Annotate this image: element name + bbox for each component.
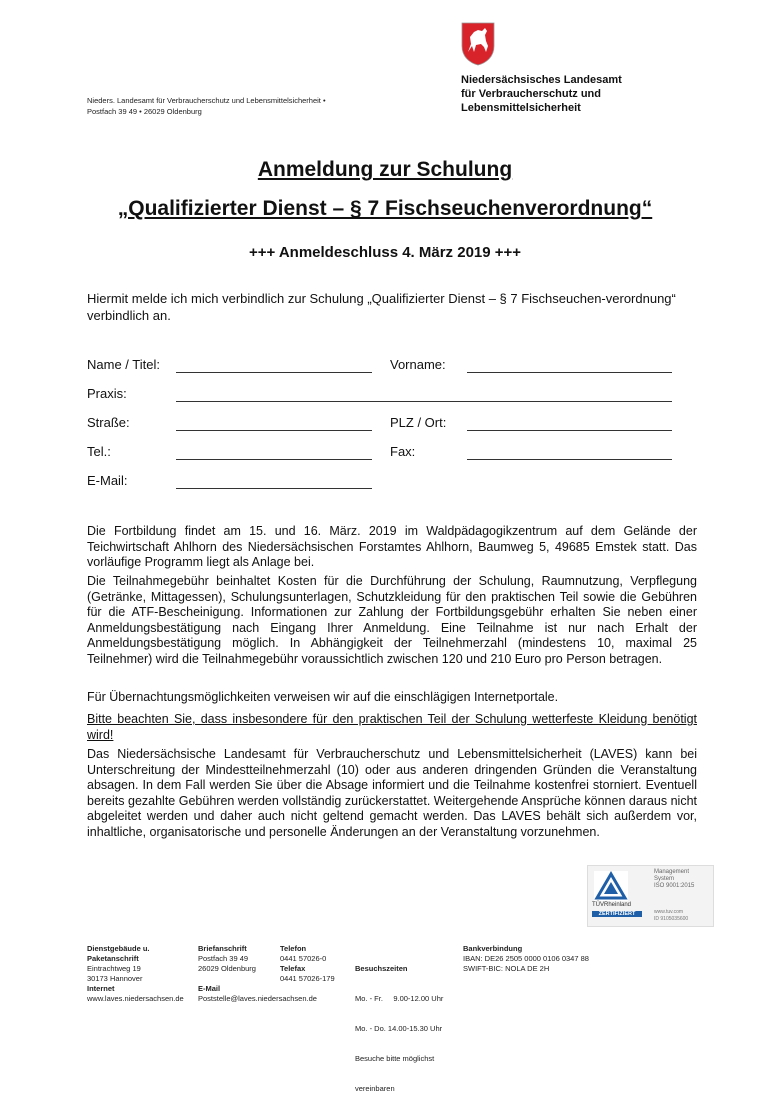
footer-text: 26029 Oldenburg (198, 964, 256, 973)
sender-line-2: Postfach 39 49 • 26029 Oldenburg (87, 107, 202, 116)
vorname-field[interactable] (467, 360, 672, 373)
sender-address (87, 95, 326, 117)
management-system-text (654, 869, 694, 890)
email-field[interactable] (176, 476, 372, 489)
footer-text: Eintrachtweg 19 (87, 964, 141, 973)
footer-text: Mo. - Fr. 9.00-12.00 Uhr (355, 994, 444, 1003)
email-label: E-Mail: (87, 473, 128, 488)
footer-text: Mo. - Do. 14.00-15.30 Uhr (355, 1024, 443, 1033)
intro-text: Hiermit melde ich mich verbindlich zur Schulung „Qualifizierter Dienst – § 7 Fischseuchen-verordnung“ verbindlich an. (87, 291, 676, 323)
agency-line-3: Lebensmittelsicherheit (461, 102, 581, 114)
cert-line-1: Management (654, 869, 690, 875)
tuv-zertifiziert: ZERTIFIZIERT (592, 911, 642, 917)
footer-col-phone (280, 944, 335, 984)
fax-field[interactable] (467, 447, 672, 460)
footer-heading: Internet (87, 984, 115, 993)
paragraph-fee: Die Teilnahmegebühr beinhaltet Kosten für die Durchführung der Schulung, Raumnutzung, Verpflegung (Getränke, Mittagessen), Schulungsunterlagen, Schutzkleidung für den praktischen Teil sowie die Gebühren für die ATF-Bescheinigung. Informationen zur Zahlung der Fortbildungsgebühr erhalten Sie neben einer Anmeldungsbestätigung nach Eingang Ihrer Anmeldung. Eine Teilnahme ist nur nach Erhalt der Anmeldungsbestätigung möglich. In Abhängigkeit der Teilnehmerzahl (mindestens 10, maximal 25 Teilnehmer) wird die Teilnahmegebühr voraussichtlich zwischen 120 und 210 Euro pro Person betragen. (87, 574, 697, 666)
footer-email-link[interactable]: Poststelle@laves.niedersachsen.de (198, 994, 317, 1003)
tel-label: Tel.: (87, 444, 111, 459)
footer-website-link[interactable]: www.laves.niedersachsen.de (87, 994, 184, 1003)
footer-text: Postfach 39 49 (198, 954, 249, 963)
footer-heading: Bankverbindung (463, 944, 523, 953)
footer-text: 0441 57026-179 (280, 974, 335, 983)
agency-name (461, 73, 622, 115)
paragraph-cancellation: Das Niedersächsische Landesamt für Verbraucherschutz und Lebensmittelsicherheit (LAVES) kann bei Unterschreitung der Mindestteilnehmerzahl (10) oder aus anderen dringenden Gründen die Veranstaltung absagen. In dem Fall werden Sie über die Absage informiert und die Teilnahme kostenfrei storniert. Eventuell bereits gezahlte Gebühren werden vollständig zurückerstattet. Weitergehende Ansprüche können daraus nicht abgeleitet werden und daher auch nicht geltend gemacht werden. Das LAVES behält sich außerdem vor, inhaltliche, organisatorische und personelle Änderungen an der Veranstaltung vorzunehmen. (87, 747, 697, 839)
footer-heading: Telefax (280, 964, 306, 973)
strasse-label: Straße: (87, 415, 130, 430)
cert-id-text (654, 909, 688, 923)
footer-text: Besuche bitte möglichst (355, 1054, 435, 1063)
plz-ort-field[interactable] (467, 418, 672, 431)
praxis-label: Praxis: (87, 386, 127, 401)
footer-heading: Paketanschrift (87, 954, 139, 963)
footer-heading: Briefanschrift (198, 944, 247, 953)
paragraph-clothing-notice: Bitte beachten Sie, dass insbesondere für den praktischen Teil der Schulung wetterfeste Kleidung benötigt wird! (87, 712, 697, 742)
tel-field[interactable] (176, 447, 372, 460)
sender-line-1: Nieders. Landesamt für Verbraucherschutz und Lebensmittelsicherheit • (87, 96, 326, 105)
footer-text: 30173 Hannover (87, 974, 143, 983)
tuv-brand: TÜVRheinland (592, 902, 632, 908)
agency-line-1: Niedersächsisches Landesamt (461, 74, 622, 86)
name-field[interactable] (176, 360, 372, 373)
footer-col-address (87, 944, 184, 1004)
footer-text: IBAN: DE26 2505 0000 0106 0347 88 (463, 954, 589, 963)
cert-url: www.tuv.com (654, 909, 684, 915)
footer-heading: E-Mail (198, 984, 221, 993)
registration-deadline: +++ Anmeldeschluss 4. März 2019 +++ (248, 244, 522, 261)
cert-line-2: System (654, 876, 675, 882)
lower-saxony-crest-logo (461, 22, 495, 66)
footer-heading: Telefon (280, 944, 307, 953)
vorname-label: Vorname: (390, 357, 446, 372)
footer-col-hours (355, 944, 443, 1104)
paragraph-venue: Die Fortbildung findet am 15. und 16. März. 2019 im Waldpädagogikzentrum auf dem Gelände der Teichwirtschaft Ahlhorn des Niedersächsischen Forstamtes Ahlhorn, Baumweg 5, 49685 Emstek statt. Das vorläufige Programm liegt als Anlage bei. (87, 524, 697, 570)
footer-text: SWIFT-BIC: NOLA DE 2H (463, 964, 550, 973)
tuv-certificate-badge (587, 865, 714, 927)
footer-heading: Dienstgebäude u. (87, 944, 150, 953)
footer-heading: Besuchszeiten (355, 964, 408, 973)
paragraph-accommodation: Für Übernachtungsmöglichkeiten verweisen wir auf die einschlägigen Internetportale. (87, 690, 559, 704)
plz-ort-label: PLZ / Ort: (390, 415, 447, 430)
document-subtitle: „Qualifizierter Dienst – § 7 Fischseuchenverordnung“ (117, 197, 653, 220)
footer-text: vereinbaren (355, 1084, 395, 1093)
cert-line-3: ISO 9001:2015 (654, 883, 695, 889)
strasse-field[interactable] (176, 418, 372, 431)
footer-text: 0441 57026-0 (280, 954, 327, 963)
fax-label: Fax: (390, 444, 416, 459)
cert-id: ID 9105035600 (654, 916, 689, 922)
tuv-triangle-icon (594, 871, 628, 901)
footer-col-bank (463, 944, 589, 974)
agency-line-2: für Verbraucherschutz und (461, 88, 601, 100)
praxis-field[interactable] (176, 389, 672, 402)
document-title: Anmeldung zur Schulung (257, 158, 513, 181)
name-label: Name / Titel: (87, 357, 160, 372)
